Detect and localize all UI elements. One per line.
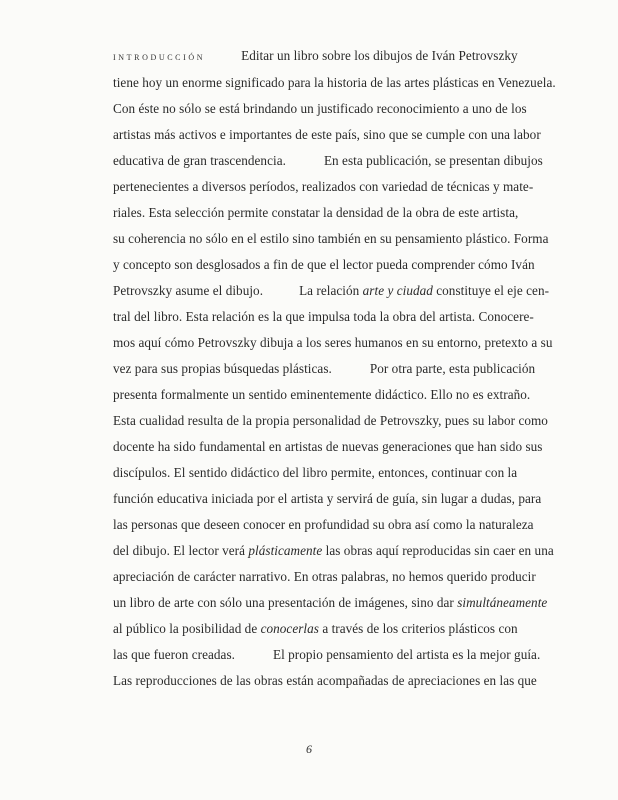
line-text: Petrovszky asume el dibujo. <box>113 283 264 298</box>
line-text: y concepto son desglosados a fin de que el lector pueda comprender cómo Iván <box>113 257 535 272</box>
page-number: 6 <box>306 742 312 756</box>
line-text: artistas más activos e importantes de este país, sino que se cumple con una labor <box>113 127 541 142</box>
line-text: las personas que deseen conocer en profundidad su obra así como la naturaleza <box>113 517 534 532</box>
text-line-13 <box>113 361 535 377</box>
line-text: En esta publicación, se presentan dibujos <box>323 153 543 168</box>
line-text: Esta cualidad resulta de la propia personalidad de Petrovszky, pues su labor como <box>113 413 548 428</box>
text-line-22 <box>113 595 547 611</box>
line-text: Las reproducciones de las obras están acompañadas de apreciaciones en las que <box>113 673 537 688</box>
line-text: El propio pensamiento del artista es la mejor guía. <box>272 647 541 662</box>
line-text: vez para sus propias búsquedas plásticas. <box>113 361 332 376</box>
line-text: las obras aquí reproducidas sin caer en una <box>325 543 554 558</box>
line-text: tral del libro. Esta relación es la que impulsa toda la obra del artista. Conocere- <box>113 309 534 324</box>
line-text: del dibujo. El lector verá <box>113 543 246 558</box>
text-line-11 <box>113 309 534 325</box>
line-text: tiene hoy un enorme significado para la historia de las artes plásticas en Venezuela. <box>113 75 556 90</box>
italic-phrase: plásticamente <box>248 543 323 558</box>
text-line-18 <box>113 491 541 507</box>
text-line-14 <box>113 387 530 403</box>
line-text: pertenecientes a diversos períodos, realizados con variedad de técnicas y mate- <box>113 179 534 194</box>
text-line-21 <box>113 569 536 585</box>
text-line-3 <box>113 101 527 117</box>
text-line-20 <box>113 543 554 559</box>
line-text: mos aquí cómo Petrovszky dibuja a los seres humanos en su entorno, pretexto a su <box>113 335 553 350</box>
text-line-19 <box>113 517 534 533</box>
line-text: Por otra parte, esta publicación <box>369 361 536 376</box>
text-line-8 <box>113 231 548 247</box>
line-text: riales. Esta selección permite constatar la densidad de la obra de este artista, <box>113 205 519 220</box>
line-text: constituye el eje cen- <box>436 283 550 298</box>
section-label: INTRODUCCIÓN <box>113 53 206 62</box>
text-line-25 <box>113 673 537 689</box>
text-line-12 <box>113 335 552 351</box>
line-text: al público la posibilidad de <box>113 621 258 636</box>
line-text: a través de los criterios plásticos con <box>322 621 518 636</box>
italic-phrase: conocerlas <box>260 621 319 636</box>
text-line-4 <box>113 127 541 143</box>
line-text: presenta formalmente un sentido eminentemente didáctico. Ello no es extraño. <box>113 387 531 402</box>
text-line-23 <box>113 621 518 637</box>
text-line-16 <box>113 439 542 455</box>
text-line-15 <box>113 413 548 429</box>
line-text: un libro de arte con sólo una presentación de imágenes, sino dar <box>113 595 454 610</box>
line-text: docente ha sido fundamental en artistas de nuevas generaciones que han sido sus <box>113 439 543 454</box>
text-line-1 <box>113 48 518 66</box>
text-line-2 <box>113 75 556 91</box>
line-text: Con éste no sólo se está brindando un justificado reconocimiento a uno de los <box>113 101 527 116</box>
text-line-7 <box>113 205 518 221</box>
text-line-17 <box>113 465 517 481</box>
line-text: Editar un libro sobre los dibujos de Iván Petrovszky <box>241 48 518 63</box>
text-line-6 <box>113 179 533 195</box>
line-text: función educativa iniciada por el artista y servirá de guía, sin lugar a dudas, para <box>113 491 542 506</box>
text-line-5 <box>113 153 543 169</box>
text-line-9 <box>113 257 535 273</box>
line-text: las que fueron creadas. <box>113 647 235 662</box>
italic-phrase: arte y ciudad <box>362 283 433 298</box>
italic-phrase: simultáneamente <box>457 595 548 610</box>
line-text: La relación <box>299 283 360 298</box>
line-text: discípulos. El sentido didáctico del libro permite, entonces, continuar con la <box>113 465 518 480</box>
line-text: su coherencia no sólo en el estilo sino también en su pensamiento plástico. Forma <box>113 231 549 246</box>
text-line-10 <box>113 283 549 299</box>
text-line-24 <box>113 647 540 663</box>
line-text: apreciación de carácter narrativo. En otras palabras, no hemos querido producir <box>113 569 536 584</box>
line-text: educativa de gran trascendencia. <box>113 153 286 168</box>
